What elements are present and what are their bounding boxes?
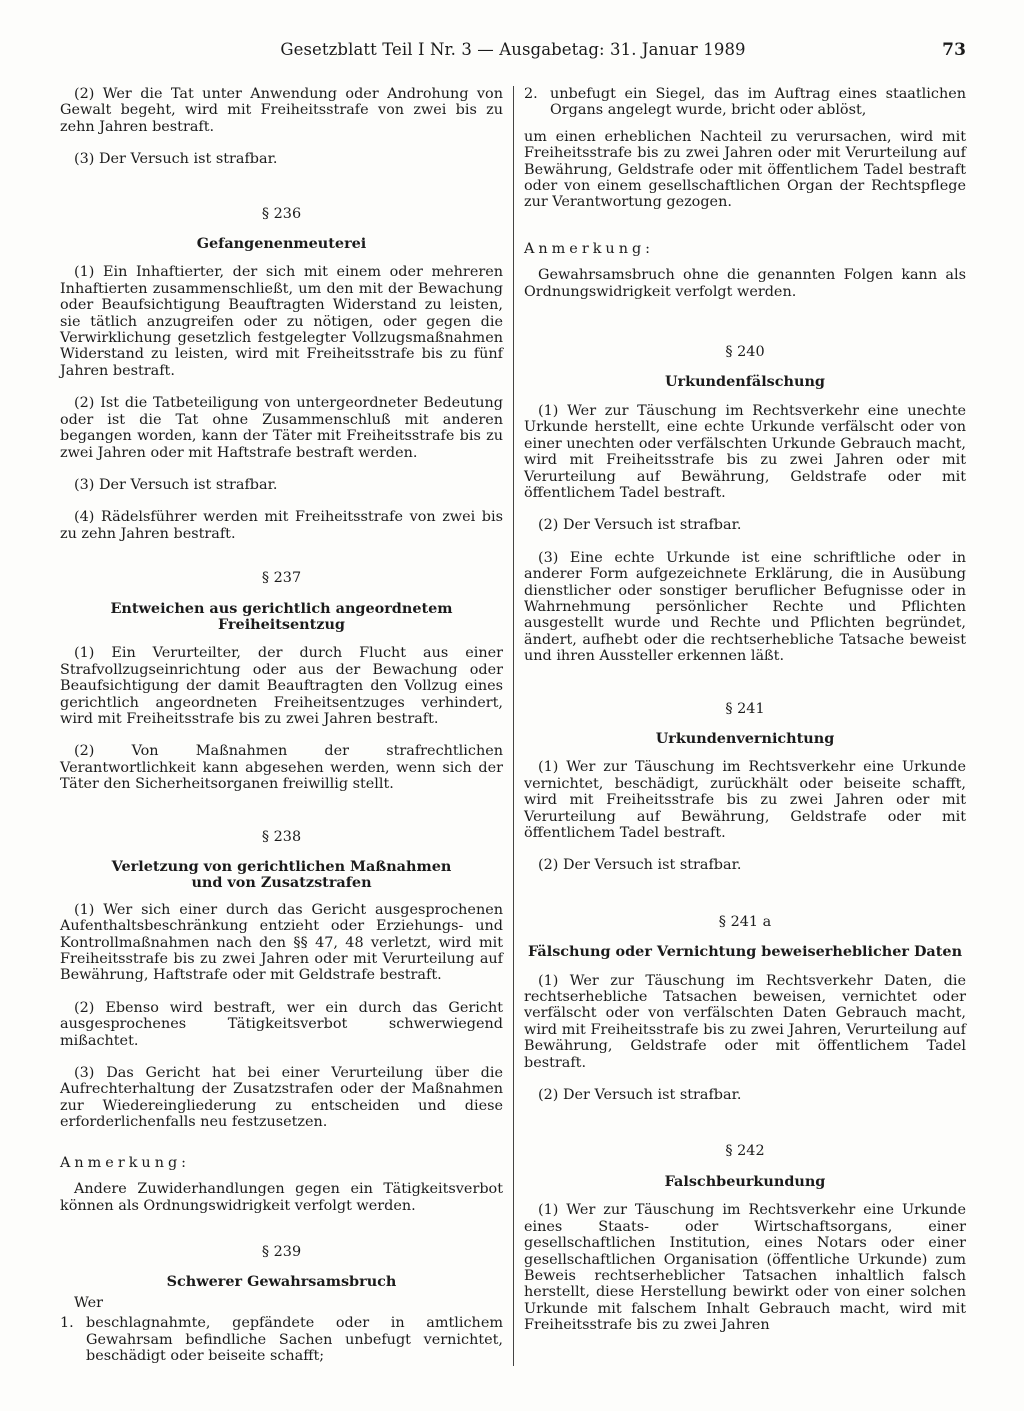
page-number: 73 [942, 40, 966, 60]
section-title [60, 859, 503, 892]
list-item-number: 2. [524, 86, 538, 102]
annotation-heading: Anmerkung: [60, 1154, 191, 1171]
section-number: § 241 a [718, 913, 772, 930]
section-title: Schwerer Gewahrsamsbruch [166, 1273, 397, 1291]
section-title: Urkundenfälschung [664, 373, 825, 391]
section-title-line: Verletzung von gerichtlichen Maßnahmen [111, 858, 452, 875]
paragraph: (4) Rädelsführer werden mit Freiheitsstrafe von zwei bis zu zehn Jahren bestraft. [60, 509, 503, 542]
left-column [60, 86, 503, 1391]
section-number: § 236 [261, 205, 302, 222]
annotation-text: Gewahrsamsbruch ohne die genannten Folgen kann als Ordnungswidrigkeit verfolgt werden. [524, 267, 966, 300]
section-number: § 242 [725, 1143, 765, 1160]
section-number: § 241 [725, 700, 765, 717]
section-title: Fälschung oder Vernichtung beweiserheblicher Daten [527, 943, 963, 961]
page-header [60, 40, 966, 74]
paragraph: (2) Der Versuch ist strafbar. [538, 1087, 742, 1104]
list-item-text: unbefugt ein Siegel, das im Auftrag eines staatlichen Organs angelegt wurde, bricht oder ablöst, [550, 86, 966, 119]
paragraph: (1) Ein Inhaftierter, der sich mit einem oder mehreren Inhaftierten zusammenschließt, um den mit der Bewachung oder Beaufsichtigung Beauftragten Widerstand zu leisten, sie tätlich anzugreifen oder zu nötigen, oder gegen die Verwirklichung gesetzlich festgelegter Vollzugsmaßnahmen Widerstand zu leisten, wird mit Freiheitsstrafe bis zu fünf Jahren bestraft. [60, 264, 503, 379]
section-number: § 239 [261, 1243, 302, 1260]
annotation-heading: Anmerkung: [524, 240, 655, 257]
paragraph: (1) Wer zur Täuschung im Rechtsverkehr eine Urkunde vernichtet, beschädigt, zurückhält oder beiseite schafft, wird mit Freiheitsstrafe bis zu zwei Jahren oder mit Verurteilung auf Bewährung, Geldstrafe oder mit öffentlichem Tadel bestraft. [524, 759, 966, 841]
paragraph: (1) Ein Verurteilter, der durch Flucht aus einer Strafvollzugseinrichtung oder aus der Bewachung oder Beaufsichtigung der damit Beauftragten den Vollzug eines gerichtlich angeordneten Freiheitsentzuges verhindert, wird mit Freiheitsstrafe bis zu zwei Jahren bestraft. [60, 645, 503, 727]
section-title: Falschbeurkundung [664, 1172, 826, 1190]
paragraph: (2) Ebenso wird bestraft, wer ein durch das Gericht ausgesprochenes Tätigkeitsverbot schwerwiegend mißachtet. [60, 999, 503, 1049]
paragraph: (2) Von Maßnahmen der strafrechtlichen Verantwortlichkeit kann abgesehen werden, wenn sich der Täter den Sicherheitsorganen freiwillig stellt. [60, 743, 503, 793]
section-title: Urkundenvernichtung [655, 729, 835, 747]
paragraph: (2) Der Versuch ist strafbar. [538, 857, 742, 874]
paragraph: (3) Der Versuch ist strafbar. [74, 476, 278, 493]
paragraph: (3) Das Gericht hat bei einer Verurteilung über die Aufrechterhaltung der Zusatzstrafen oder der Maßnahmen zur Wiedereingliederung zu entscheiden und diese erforderlichenfalls neu festzusetzen. [60, 1065, 503, 1131]
paragraph: (2) Ist die Tatbeteiligung von untergeordneter Bedeutung oder ist die Tat ohne Zusammenschluß mit anderen begangen worden, kann der Täter mit Freiheitsstrafe bis zu zwei Jahren oder mit Haftstrafe bestraft werden. [60, 395, 503, 461]
paragraph: (1) Wer sich einer durch das Gericht ausgesprochenen Aufenthaltsbeschränkung entzieht oder Erziehungs- und Kontrollmaßnahmen nach den §§ 47, 48 verletzt, wird mit Freiheitsstrafe bis zu zwei Jahren oder mit Verurteilung auf Bewährung, Haftstrafe oder mit Geldstrafe bestraft. [60, 901, 503, 984]
column-divider [513, 86, 514, 1366]
section-number: § 240 [725, 344, 765, 361]
list-item [60, 1315, 503, 1364]
paragraph: (1) Wer zur Täuschung im Rechtsverkehr eine unechte Urkunde herstellt, eine echte Urkunde verfälscht oder von einer unechten oder verfälschten Urkunde Gebrauch macht, wird mit Freiheitsstrafe bis zu zwei Jahren oder mit Verurteilung auf Bewährung, Geldstrafe oder mit öffentlichem Tadel bestraft. [524, 402, 966, 501]
paragraph: (2) Wer die Tat unter Anwendung oder Androhung von Gewalt begeht, wird mit Freiheitsstrafe von zwei bis zu zehn Jahren bestraft. [60, 86, 503, 135]
list-item [524, 86, 966, 119]
list-item-text: beschlagnahmte, gepfändete oder in amtlichem Gewahrsam befindliche Sachen unbefugt vernichtet, beschädigt oder beiseite schafft; [86, 1315, 503, 1364]
right-column [524, 86, 966, 1391]
paragraph: (1) Wer zur Täuschung im Rechtsverkehr eine Urkunde eines Staats- oder Wirtschaftsorgans, einer gesellschaftlichen Institution, eines Notars oder einer gesellschaftlichen Organisation (öffentliche Urkunde) zum Beweis rechtserheblicher Tatsachen inhaltlich falsch herstellt, diese Herstellung bewirkt oder von einer solchen Urkunde mit falschem Inhalt Gebrauch macht, wird mit Freiheitsstrafe bis zu zwei Jahren [524, 1202, 966, 1334]
section-number: § 237 [261, 570, 302, 587]
section-title-line: und von Zusatzstrafen [191, 874, 372, 892]
paragraph: Wer [74, 1294, 104, 1311]
paragraph: (3) Der Versuch ist strafbar. [74, 151, 278, 168]
paragraph: (2) Der Versuch ist strafbar. [538, 517, 742, 534]
paragraph: (3) Eine echte Urkunde ist eine schriftliche oder in anderer Form aufgezeichnete Erklärung, die in Ausübung dienstlicher oder sonstiger beruflicher Befugnisse oder in Wahrnehmung persönlicher Rechte und Pflichten ausgestellt wurde und Rechte und Pflichten begründet, ändert, aufhebt oder die rechtserhebliche Tatsache beweist und ihren Aussteller erkennen läßt. [524, 549, 966, 665]
annotation-text: Andere Zuwiderhandlungen gegen ein Tätigkeitsverbot können als Ordnungswidrigkeit verfolgt werden. [60, 1181, 503, 1214]
section-title: Gefangenenmeuterei [196, 235, 367, 253]
section-title: Entweichen aus gerichtlich angeordnetem Freiheitsentzug [110, 599, 453, 633]
header-title: Gesetzblatt Teil I Nr. 3 — Ausgabetag: 31. Januar 1989 [280, 40, 746, 59]
paragraph: (1) Wer zur Täuschung im Rechtsverkehr Daten, die rechtserhebliche Tatsachen beweisen, vernichtet oder verfälscht oder von verfälschten Daten Gebrauch macht, wird mit Freiheitsstrafe bis zu zwei Jahren, Verurteilung auf Bewährung, Geldstrafe oder mit öffentlichem Tadel bestraft. [524, 972, 966, 1071]
list-item-number: 1. [60, 1315, 74, 1332]
paragraph: um einen erheblichen Nachteil zu verursachen, wird mit Freiheitsstrafe bis zu zwei Jahren oder mit Verurteilung auf Bewährung, Geldstrafe oder mit öffentlichem Tadel bestraft oder von einem gesellschaftlichen Organ der Rechtspflege zur Verantwortung gezogen. [524, 128, 966, 211]
section-number: § 238 [261, 828, 302, 845]
